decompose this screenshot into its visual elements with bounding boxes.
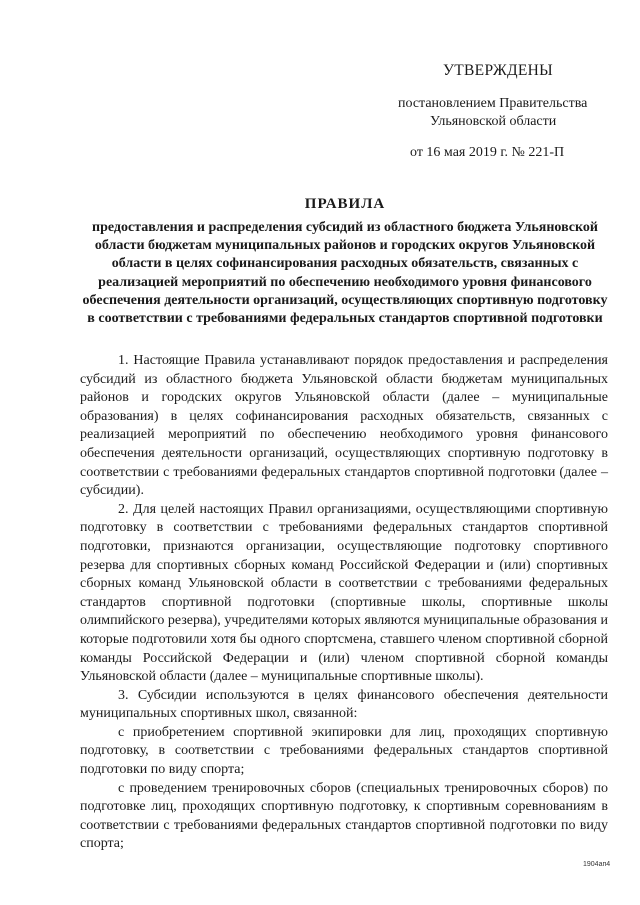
paragraph: 3. Субсидии используются в целях финансового обеспечения деятельности муниципальных спортивных школ, связанной:: [80, 687, 608, 722]
document-title: [80, 196, 610, 328]
paragraph: с приобретением спортивной экипировки для лиц, проходящих спортивную подготовку, в соответствии с требованиями федеральных стандартов спортивной подготовки по виду спорта;: [80, 724, 608, 778]
paragraph: 1. Настоящие Правила устанавливают порядок предоставления и распределения субсидий из областного бюджета Ульяновской области бюджетам муниципальных районов и городских округов Ульяновской области (далее – муниципальные образования) в целях софинансирования расходных обязательств, связанных с реализацией мероприятий по обеспечению необходимого уровня финансового обеспечения деятельности организаций, осуществляющих спортивную подготовку в соответствии с требованиями федеральных стандартов спортивной подготовки (далее – субсидии).: [80, 353, 608, 499]
approved-by-line-2: Ульяновской области: [430, 114, 557, 129]
footer-stamp: 1904ап4: [583, 861, 611, 868]
paragraph: с проведением тренировочных сборов (специальных тренировочных сборов) по подготовке лиц, проходящих спортивную подготовку, к спортивным соревнованиям в соответствии с требованиями федеральных стандартов спортивной подготовки по виду спорта;: [80, 780, 608, 852]
title-subtitle: предоставления и распределения субсидий из областного бюджета Ульяновской области бюджетам муниципальных районов и городских округов Ульяновской области в целях софинансирования расходных обязательств, связанных с реализацией мероприятий по обеспечению необходимого уровня финансового обеспечения деятельности организаций, осуществляющих спортивную подготовку в соответствии с требованиями федеральных стандартов спортивной подготовки: [82, 220, 608, 327]
paragraph: 2. Для целей настоящих Правил организациями, осуществляющими спортивную подготовку в соответствии с требованиями федеральных стандартов спортивной подготовки, признаются организации, осуществляющие подготовку спортивного резерва для спортивных сборных команд Российской Федерации и (или) спортивных сборных команд Ульяновской области в соответствии с требованиями федеральных стандартов спортивной подготовки (спортивные школы, спортивные школы олимпийского резерва), учредителями которых являются муниципальные образования и которые подготовили хотя бы одного спортсмена, ставшего членом спортивной сборной команды Российской Федерации и (или) членом спортивной сборной команды Ульяновской области (далее – муниципальные спортивные школы).: [80, 501, 608, 685]
approved-by-line-1: постановлением Правительства: [398, 96, 588, 111]
title-heading: ПРАВИЛА: [304, 196, 386, 212]
approval-date-number: от 16 мая 2019 г. № 221-П: [410, 145, 565, 160]
approval-block: [0, 0, 640, 170]
approved-label: УТВЕРЖДЕНЫ: [443, 62, 553, 79]
document-body: [80, 352, 608, 854]
